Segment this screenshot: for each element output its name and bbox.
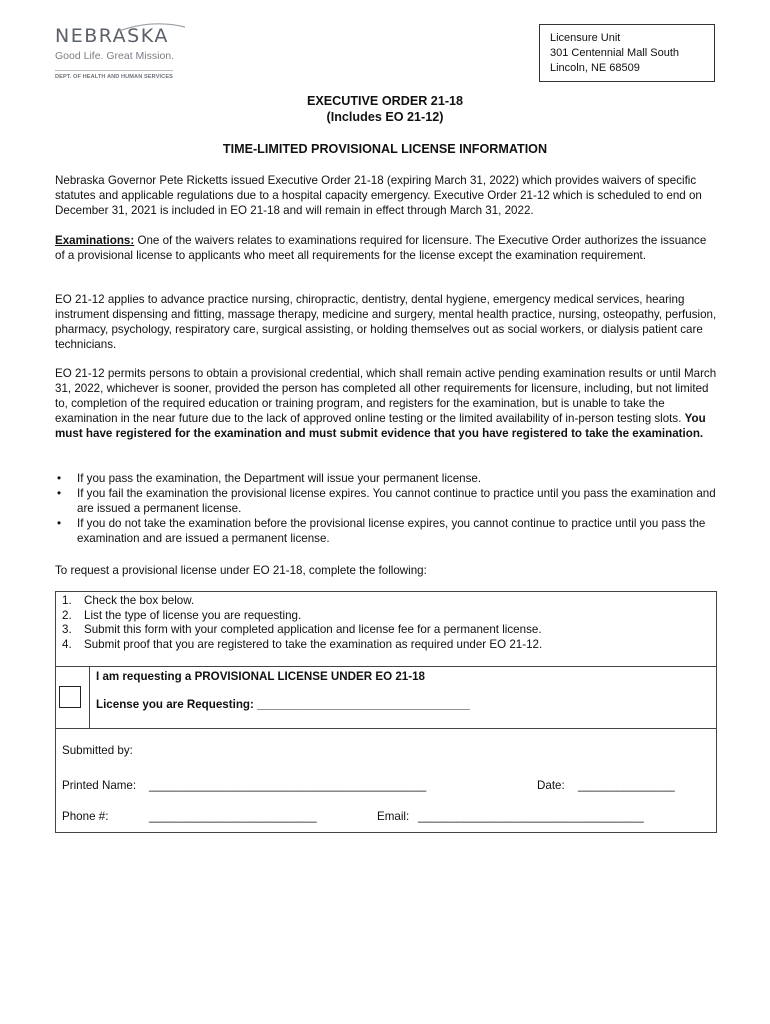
date-label: Date:: [537, 779, 565, 792]
address-line-3: Lincoln, NE 68509: [550, 62, 640, 74]
phone-label: Phone #:: [62, 810, 109, 823]
logo-divider: [55, 70, 173, 71]
logo-tagline: Good Life. Great Mission.: [55, 50, 175, 62]
license-requested-label: License you are Requesting:: [96, 698, 254, 711]
request-intro: To request a provisional license under EO 21-18, complete the following:: [55, 564, 427, 577]
list-item: 4. Submit proof that you are registered to take the examination as required under EO 21-12.: [62, 637, 543, 651]
list-item: • If you pass the examination, the Department will issue your permanent license.: [57, 472, 482, 485]
bullet-icon: •: [57, 472, 62, 485]
permits-bold-text: You must have registered for the examination and must submit evidence that you have registered to take the examination.: [55, 412, 706, 440]
logo-swoosh-icon: [117, 21, 187, 33]
examinations-text: One of the waivers relates to examinations required for licensure. The Executive Order authorizes the issuance of a provisional license to applicants who meet all requirements for the license except the examination requirement.: [55, 234, 707, 262]
examinations-label: Examinations:: [55, 234, 135, 247]
printed-name-field[interactable]: ___________________________________________: [149, 779, 427, 792]
submitted-by-label: Submitted by:: [62, 744, 133, 757]
checkbox-column-divider: [89, 666, 90, 728]
permits-paragraph: [55, 366, 717, 441]
provisional-license-checkbox[interactable]: [59, 686, 81, 708]
steps-list: [62, 594, 542, 652]
examinations-paragraph: [55, 233, 717, 263]
phone-field[interactable]: __________________________: [149, 810, 317, 823]
address-line-2: 301 Centennial Mall South: [550, 47, 680, 59]
email-field[interactable]: ___________________________________: [418, 810, 644, 823]
applies-paragraph: EO 21-12 applies to advance practice nursing, chiropractic, dentistry, dental hygiene, emergency medical services, hearing instrument dispensing and fitting, massage therapy, medicine and surgery, mental health practice, nursing, osteopathy, perfusion, pharmacy, psychology, respiratory care, surgical assisting, or holding themselves out as social workers, or dialysis patient care technicians.: [55, 293, 717, 351]
bullet-icon: •: [57, 517, 62, 530]
intro-paragraph: Nebraska Governor Pete Ricketts issued Executive Order 21-18 (expiring March 31, 2022) which provides waivers of specific statutes and applicable regulations due to a hospital capacity emergency. Executive Order 21-12 which is scheduled to end on December 31, 2021 is included in EO 21-18 and will remain in effect through March 31, 2022.: [55, 174, 702, 217]
logo-name: NEBRASKA: [55, 25, 169, 47]
list-item: 3. Submit this form with your completed application and license fee for a permanent license.: [62, 623, 542, 636]
printed-name-label: Printed Name:: [62, 779, 137, 792]
license-requested-field[interactable]: [96, 698, 470, 711]
date-field[interactable]: _______________: [578, 779, 675, 792]
bullet-icon: •: [57, 487, 62, 500]
outcome-bullet-list: [55, 471, 717, 546]
logo-department: DEPT. OF HEALTH AND HUMAN SERVICES: [55, 74, 173, 80]
list-item: 2. List the type of license you are requesting.: [62, 608, 302, 622]
list-item: 1. Check the box below.: [62, 594, 195, 607]
request-form: [55, 591, 717, 833]
list-item: • If you fail the examination the provisional license expires. You cannot continue to practice until you pass the examination and are issued a permanent license.: [57, 487, 716, 515]
title-line-2: (Includes EO 21-12): [326, 110, 444, 124]
page-subtitle: TIME-LIMITED PROVISIONAL LICENSE INFORMATION: [222, 142, 548, 156]
request-statement: I am requesting a PROVISIONAL LICENSE UNDER EO 21-18: [96, 670, 426, 683]
form-divider: [56, 728, 716, 729]
email-label: Email:: [377, 810, 410, 823]
list-item: • If you do not take the examination before the provisional license expires, you cannot continue to practice until you pass the examination and are issued a permanent license.: [57, 517, 706, 545]
permits-text: EO 21-12 permits persons to obtain a provisional credential, which shall remain active pending examination results or until March 31, 2022, whichever is sooner, provided the person has completed all other requirements for licensure, including, but not limited to, completion of the required education or training program, and registers for the examination, but is unable to take the examination in the near future due to the lack of approved online testing or the limited availability of in-person testing slots.: [55, 367, 717, 425]
nebraska-dhhs-logo: [55, 25, 195, 80]
license-requested-blank[interactable]: _________________________________: [257, 698, 470, 711]
title-line-1: EXECUTIVE ORDER 21-18: [306, 94, 464, 108]
address-box: [539, 24, 715, 82]
form-divider: [56, 666, 716, 667]
address-line-1: Licensure Unit: [550, 32, 621, 44]
